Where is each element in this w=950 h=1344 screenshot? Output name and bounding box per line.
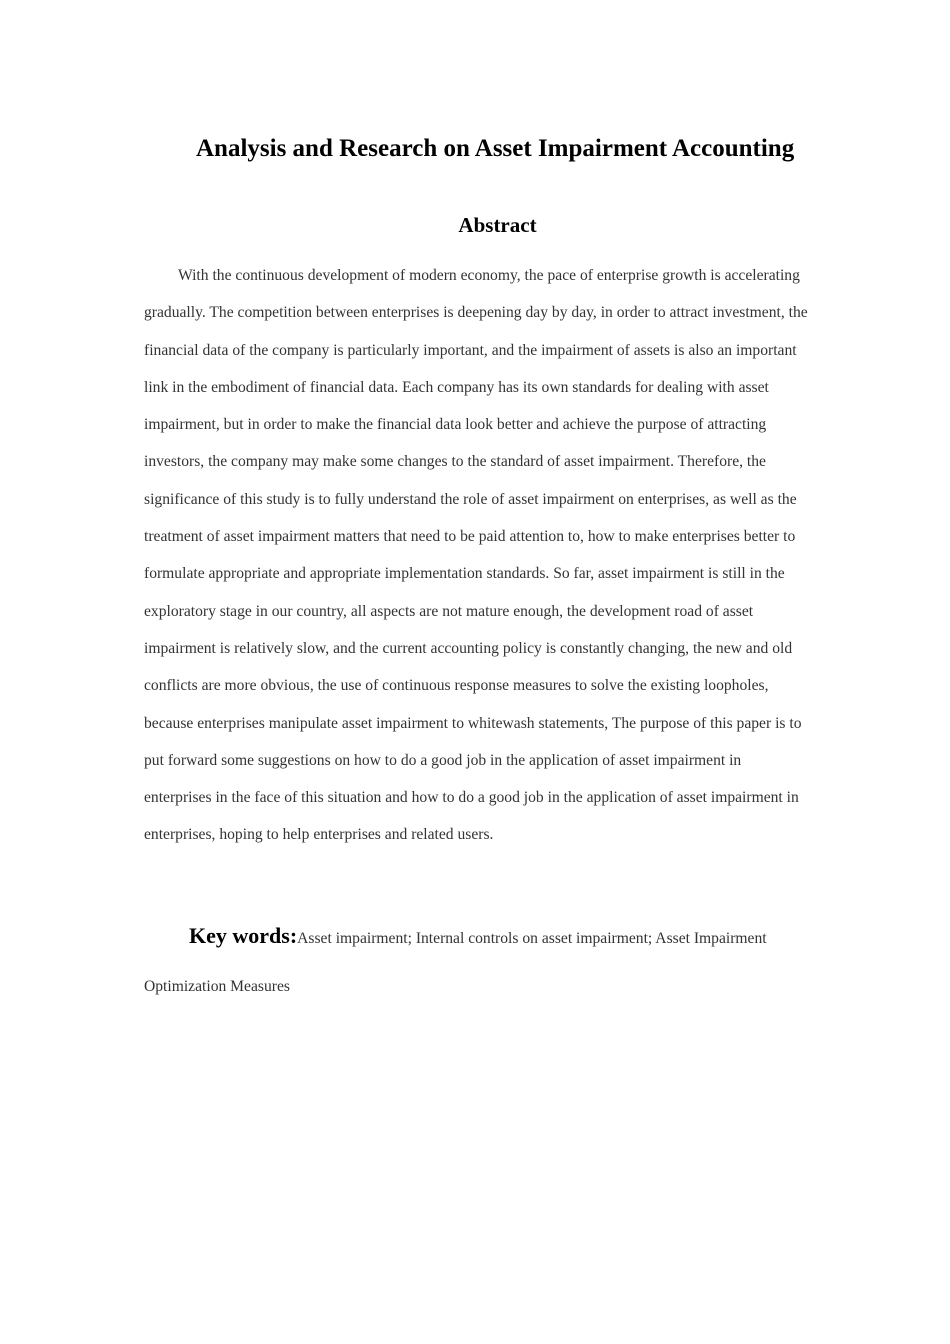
- abstract-heading: Abstract: [458, 213, 537, 237]
- abstract-body: With the continuous development of modern economy, the pace of enterprise growth is accelerating gradually. The competition between enterprises is deepening day by day, in order to attract investment, the financial data of the company is particularly important, and the impairment of assets is also an important link in the embodiment of financial data. Each company has its own standards for dealing with asset impairment, but in order to make the financial data look better and achieve the purpose of attracting investors, the company may make some changes to the standard of asset impairment. Therefore, the significance of this study is to fully understand the role of asset impairment on enterprises, as well as the treatment of asset impairment matters that need to be paid attention to, how to make enterprises better to formulate appropriate and appropriate implementation standards. So far, asset impairment is still in the exploratory stage in our country, all aspects are not mature enough, the development road of asset impairment is relatively slow, and the current accounting policy is constantly changing, the new and old conflicts are more obvious, the use of continuous response measures to solve the existing loopholes, because enterprises manipulate asset impairment to whitewash statements, The purpose of this paper is to put forward some suggestions on how to do a good job in the application of asset impairment in enterprises in the face of this situation and how to do a good job in the application of asset impairment in enterprises, hoping to help enterprises and related users.: [144, 267, 808, 844]
- paper-title: Analysis and Research on Asset Impairment Accounting: [196, 135, 795, 162]
- keywords-text: Asset impairment; Internal controls on asset impairment; Asset Impairment Optimization Measures: [144, 930, 767, 995]
- keywords-section: [144, 912, 808, 1011]
- keywords-label: Key words:: [189, 923, 298, 948]
